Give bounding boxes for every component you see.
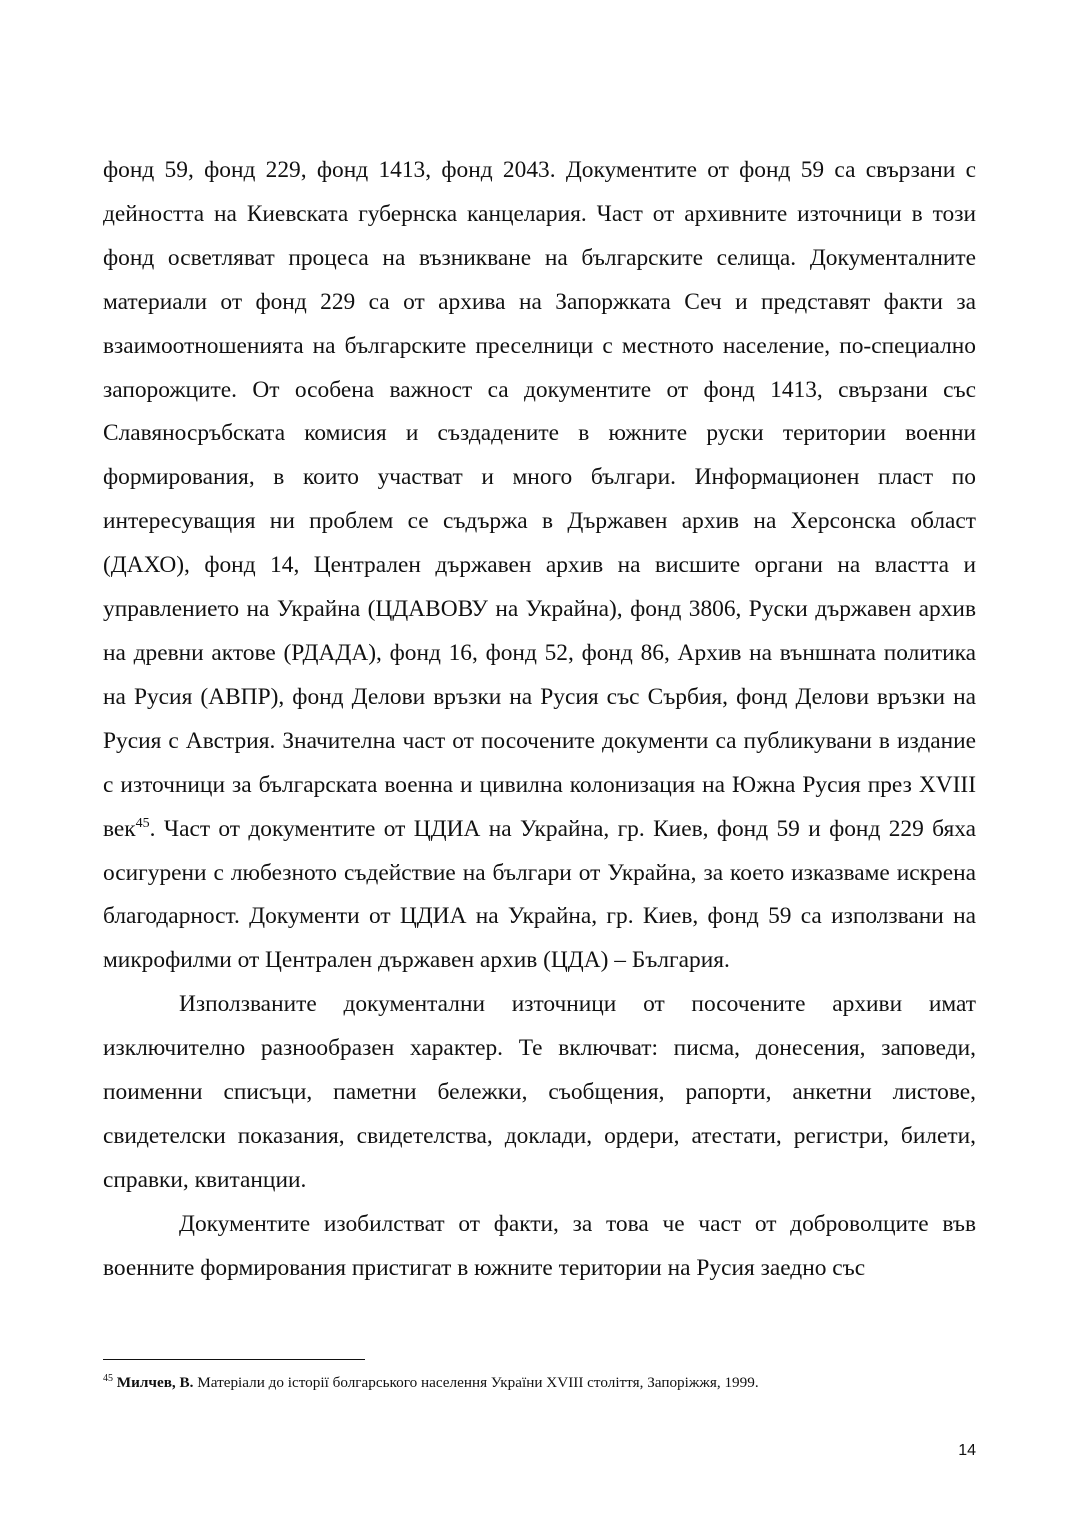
footnote-reference[interactable]: 45: [135, 815, 150, 831]
body-text: [103, 149, 976, 1291]
page-number: 14: [958, 1442, 976, 1459]
paragraph-2: Използваните документални източници от посочените архиви имат изключително разнообразен характер. Те включват: писма, донесения, заповеди, поименни списъци, паметни бележки, съобщения, рапорти, анкетни листове, свидетелски показания, свидетелства, доклади, ордери, атестати, регистри, билети, справки, квитанции.: [103, 991, 976, 1193]
paragraph-3: Документите изобилстват от факти, за това че част от доброволците във военните формирования пристигат в южните територии на Русия заедно със: [103, 1210, 976, 1281]
footnote-separator: [103, 1359, 365, 1360]
footnote: [103, 1373, 976, 1393]
footnote-text: Матеріали до історії болгарського населення України XVIII століття, Запоріжжя, 1999.: [193, 1374, 759, 1391]
footnote-author: Милчев, В.: [116, 1374, 194, 1391]
paragraph-1: фонд 59, фонд 229, фонд 1413, фонд 2043. Документите от фонд 59 са свързани с дейността на Киевската губернска канцелария. Част от архивните източници в този фонд осветляват процеса на възникване на българските селища. Документалните материали от фонд 229 са от архива на Запоржката Сеч и представят факти за взаимоотношенията на българските преселници с местното население, по-специално запорожците. От особена важност са документите от фонд 1413, свързани със Славяносръбската комисия и създадените в южните руски територии военни формирования, в които участват и много българи. Информационен пласт по интересуващия ни проблем се съдържа в Държавен архив на Херсонска област (ДАХО), фонд 14, Централен държавен архив на висшите органи на властта и управлението на Украйна (ЦДАВОВУ на Украйна), фонд 3806, Руски държавен архив на древни актове (РДАДА), фонд 16, фонд 52, фонд 86, Архив на външната политика на Русия (АВПР), фонд Делови връзки на Русия със Сърбия, фонд Делови връзки на Русия с Австрия. Значителна част от посочените документи са публикувани в издание с източници за българската военна и цивилна колонизация на Южна Русия през XVIII век$^{45}$. Част от документите от ЦДИА на Украйна, гр. Киев, фонд 59 и фонд 229 бяха осигурени с любезното съдействие на българи от Украйна, за което изказваме искрена благодарност. Документи от ЦДИА на Украйна, гр. Киев, фонд 59 са използвани на микрофилми от Централен държавен архив (ЦДА) – България.: [103, 157, 976, 974]
footnote-number: 45: [103, 1372, 113, 1384]
